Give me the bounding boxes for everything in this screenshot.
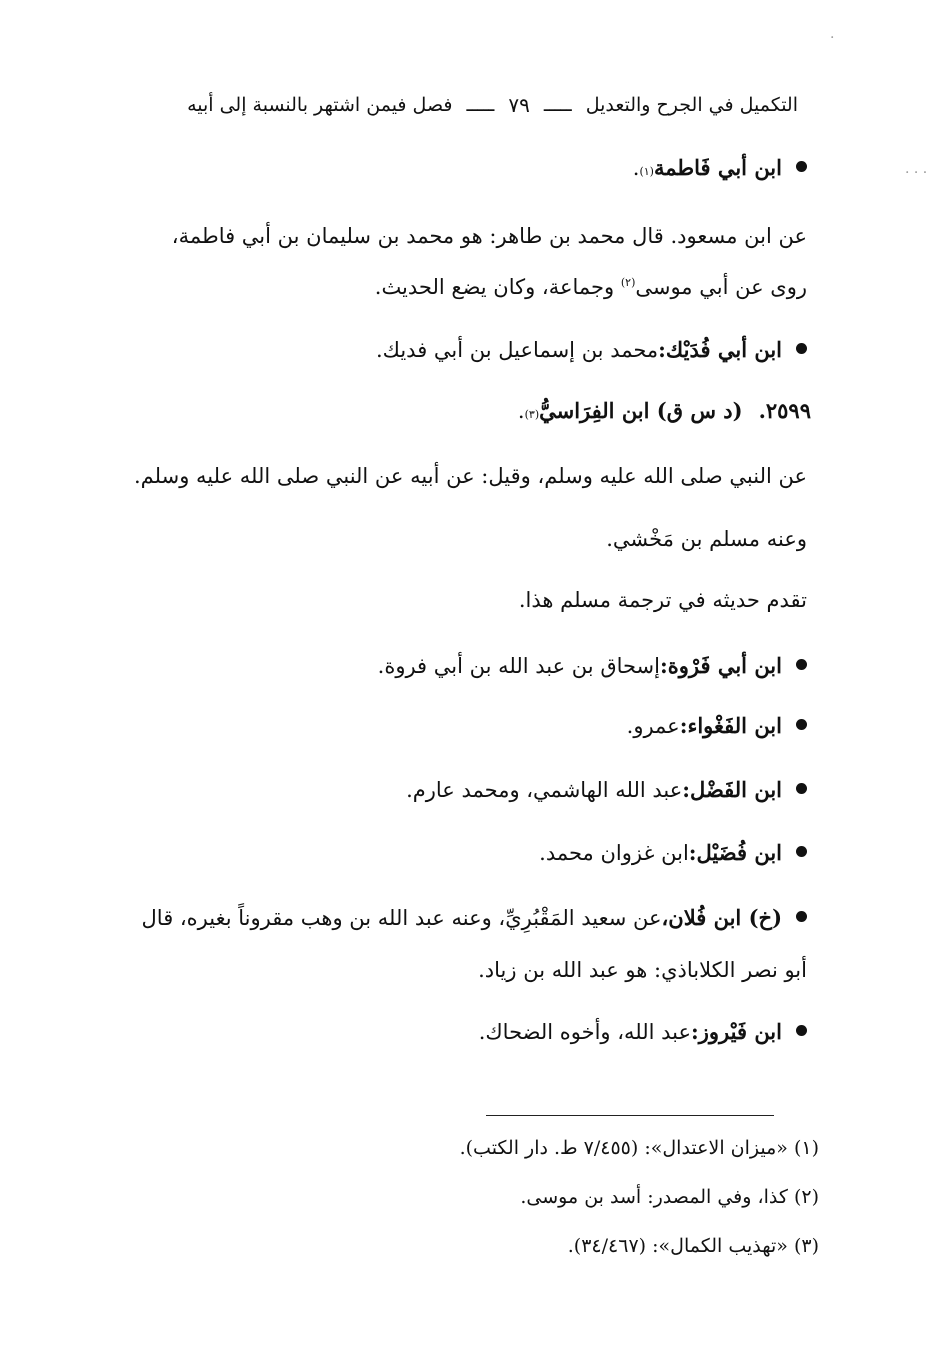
entry-name: ابن فُضَيْل: — [688, 840, 782, 865]
page-number: ٧٩ — [508, 93, 530, 117]
entry-name: ابن أبي فُدَيْك: — [658, 337, 782, 362]
entry-paragraph — [375, 275, 807, 299]
entry-paragraph: وعنه مسلم بن مَخْشي. — [606, 527, 807, 551]
entry-name: ابن أبي فَاطمة — [653, 155, 782, 180]
entry-ibn-abi-fudayk — [376, 337, 807, 362]
entry-name: ابن الفَغْواء: — [679, 713, 782, 738]
entry-text: إسحاق بن عبد الله بن أبي فروة. — [377, 654, 660, 678]
entry-ibn-abi-farwa — [378, 653, 807, 678]
bullet-icon — [796, 659, 807, 670]
entry-name: (د س ق) ابن الفِرَاسيُّ — [539, 398, 743, 423]
entry-text: عن سعيد المَقْبُرِيِّ، وعنه عبد الله بن وهب مقروناً بغيره، قال — [141, 906, 662, 930]
entry-text: عمرو. — [626, 714, 680, 738]
entry-text: عبد الله، وأخوه الضحاك. — [478, 1020, 692, 1044]
bullet-icon — [796, 911, 807, 922]
bullet-icon — [796, 846, 807, 857]
footnote-separator — [486, 1115, 774, 1116]
header-section-title: فصل فيمن اشتهر بالنسبة إلى أبيه — [187, 94, 453, 116]
entry-text: . — [632, 156, 640, 180]
entry-ibn-fudayl — [539, 840, 807, 865]
entry-ibn-al-faghwa — [627, 713, 807, 738]
footnote-ref: (٣) — [524, 408, 540, 421]
entry-name: ابن فَيْروز: — [691, 1019, 782, 1044]
entry-paragraph: أبو نصر الكلاباذي: هو عبد الله بن زياد. — [478, 958, 807, 982]
entry-ibn-abi-fatima — [633, 155, 807, 180]
bullet-icon — [796, 343, 807, 354]
entry-paragraph: عن النبي صلى الله عليه وسلم، وقيل: عن أبيه عن النبي صلى الله عليه وسلم. — [134, 464, 807, 488]
footnote: (٣) «تهذيب الكمال»: (٣٤/٤٦٧). — [567, 1235, 819, 1257]
bullet-icon — [796, 1025, 807, 1036]
bullet-icon — [796, 161, 807, 172]
entry-number: ٢٥٩٩. — [758, 398, 811, 423]
running-header — [118, 88, 798, 122]
header-dash-right: ـــــ — [543, 94, 572, 116]
bullet-icon — [796, 783, 807, 794]
entry-text: ابن غزوان محمد. — [539, 841, 689, 865]
header-book-title: التكميل في الجرح والتعديل — [585, 94, 798, 116]
entry-2599 — [518, 398, 811, 423]
entry-ibn-fulan — [142, 905, 807, 930]
entry-paragraph: عن ابن مسعود. قال محمد بن طاهر: هو محمد بن سليمان بن أبي فاطمة، — [171, 224, 807, 248]
bullet-icon — [796, 719, 807, 730]
entry-text: محمد بن إسماعيل بن أبي فديك. — [375, 338, 659, 362]
entry-ibn-fayruz — [479, 1019, 807, 1044]
entry-name: ابن أبي فَرْوة: — [660, 653, 782, 678]
entry-name: ابن الفَضْل: — [682, 777, 782, 802]
entry-text: . — [517, 399, 525, 423]
footnote-ref: (١) — [639, 165, 654, 178]
entry-text: وجماعة، وكان يضع الحديث. — [374, 275, 621, 299]
page-speck: · — [830, 30, 835, 46]
entry-text: روى عن أبي موسى — [635, 275, 807, 299]
margin-mark: · · · — [905, 165, 928, 181]
entry-paragraph: تقدم حديثه في ترجمة مسلم هذا. — [518, 588, 807, 612]
footnote-ref: (٢) — [620, 276, 636, 289]
footnote: (١) «ميزان الاعتدال»: (٧/٤٥٥ ط. دار الكتب). — [459, 1137, 819, 1159]
footnote: (٢) كذا، وفي المصدر: أسد بن موسى. — [520, 1186, 819, 1208]
header-dash-left: ـــــ — [466, 94, 495, 116]
entry-name: (خ) ابن فُلان، — [661, 905, 782, 930]
entry-ibn-al-fadl — [406, 777, 807, 802]
entry-text: عبد الله الهاشمي، ومحمد عارم. — [406, 778, 683, 802]
